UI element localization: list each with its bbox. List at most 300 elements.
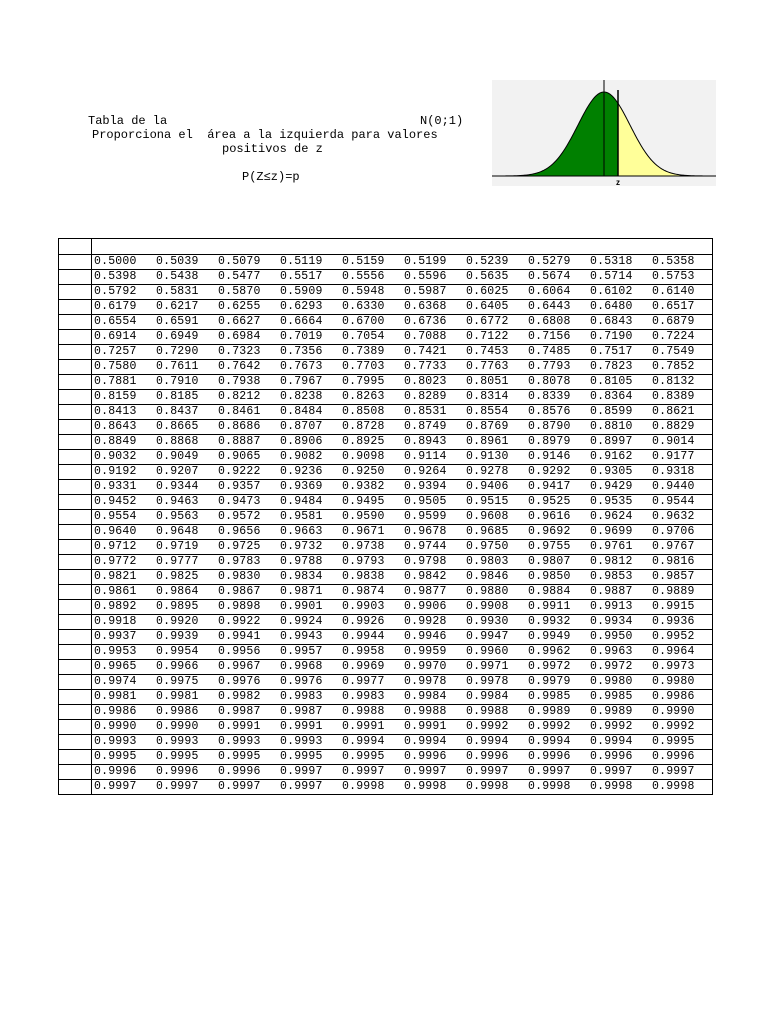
z-cell — [59, 285, 92, 300]
probability-cell: 0.8707 — [278, 420, 340, 435]
probability-cell: 0.9943 — [278, 630, 340, 645]
probability-cell: 0.9997 — [402, 765, 464, 780]
probability-cell: 0.9920 — [154, 615, 216, 630]
probability-cell: 0.7673 — [278, 360, 340, 375]
probability-cell: 0.9996 — [526, 750, 588, 765]
probability-cell: 0.6480 — [588, 300, 650, 315]
probability-cell: 0.9816 — [650, 555, 713, 570]
probability-cell: 0.5831 — [154, 285, 216, 300]
probability-cell: 0.9995 — [340, 750, 402, 765]
probability-cell: 0.9608 — [464, 510, 526, 525]
probability-cell: 0.8599 — [588, 405, 650, 420]
probability-cell: 0.8051 — [464, 375, 526, 390]
probability-cell: 0.9130 — [464, 450, 526, 465]
corner-cell — [59, 239, 92, 255]
probability-cell: 0.9991 — [278, 720, 340, 735]
probability-cell: 0.9963 — [588, 645, 650, 660]
probability-cell: 0.9950 — [588, 630, 650, 645]
probability-cell: 0.8105 — [588, 375, 650, 390]
probability-cell: 0.8925 — [340, 435, 402, 450]
probability-cell: 0.6217 — [154, 300, 216, 315]
probability-cell: 0.9692 — [526, 525, 588, 540]
probability-cell: 0.8665 — [154, 420, 216, 435]
probability-cell: 0.9958 — [340, 645, 402, 660]
probability-cell: 0.9972 — [526, 660, 588, 675]
probability-cell: 0.9744 — [402, 540, 464, 555]
probability-cell: 0.9970 — [402, 660, 464, 675]
probability-cell: 0.5870 — [216, 285, 278, 300]
probability-cell: 0.8132 — [650, 375, 713, 390]
probability-cell: 0.9495 — [340, 495, 402, 510]
probability-cell: 0.9911 — [526, 600, 588, 615]
probability-cell: 0.8554 — [464, 405, 526, 420]
probability-cell: 0.5199 — [402, 255, 464, 270]
probability-cell: 0.9761 — [588, 540, 650, 555]
table-row — [59, 315, 713, 330]
probability-cell: 0.9993 — [154, 735, 216, 750]
table-row — [59, 480, 713, 495]
probability-cell: 0.9944 — [340, 630, 402, 645]
probability-cell: 0.9065 — [216, 450, 278, 465]
z-cell — [59, 345, 92, 360]
probability-cell: 0.9793 — [340, 555, 402, 570]
probability-cell: 0.9344 — [154, 480, 216, 495]
probability-cell: 0.9979 — [526, 675, 588, 690]
probability-cell: 0.9997 — [464, 765, 526, 780]
probability-cell: 0.8364 — [588, 390, 650, 405]
probability-cell: 0.9738 — [340, 540, 402, 555]
probability-cell: 0.7122 — [464, 330, 526, 345]
probability-cell: 0.9996 — [588, 750, 650, 765]
probability-cell: 0.9867 — [216, 585, 278, 600]
probability-cell: 0.9915 — [650, 600, 713, 615]
probability-cell: 0.8868 — [154, 435, 216, 450]
probability-cell: 0.8389 — [650, 390, 713, 405]
probability-cell: 0.9616 — [526, 510, 588, 525]
probability-cell: 0.7257 — [92, 345, 155, 360]
probability-cell: 0.8185 — [154, 390, 216, 405]
probability-cell: 0.9985 — [588, 690, 650, 705]
probability-cell: 0.5517 — [278, 270, 340, 285]
table-row — [59, 720, 713, 735]
probability-cell: 0.9922 — [216, 615, 278, 630]
table-row — [59, 450, 713, 465]
probability-cell: 0.7019 — [278, 330, 340, 345]
probability-cell: 0.9995 — [278, 750, 340, 765]
probability-cell: 0.9998 — [650, 780, 713, 795]
probability-cell: 0.5948 — [340, 285, 402, 300]
probability-cell: 0.6808 — [526, 315, 588, 330]
probability-cell: 0.9192 — [92, 465, 155, 480]
probability-cell: 0.9972 — [588, 660, 650, 675]
probability-cell: 0.6255 — [216, 300, 278, 315]
table-row — [59, 435, 713, 450]
z-table — [58, 238, 713, 795]
probability-cell: 0.9947 — [464, 630, 526, 645]
probability-cell: 0.9984 — [402, 690, 464, 705]
table-row — [59, 465, 713, 480]
probability-cell: 0.9098 — [340, 450, 402, 465]
probability-cell: 0.9783 — [216, 555, 278, 570]
probability-cell: 0.6736 — [402, 315, 464, 330]
probability-cell: 0.9554 — [92, 510, 155, 525]
description-line: Proporciona el área a la izquierda para valores — [92, 128, 438, 142]
probability-cell: 0.9838 — [340, 570, 402, 585]
probability-cell: 0.9292 — [526, 465, 588, 480]
probability-cell: 0.9755 — [526, 540, 588, 555]
probability-cell: 0.9861 — [92, 585, 155, 600]
table-row — [59, 765, 713, 780]
probability-cell: 0.9798 — [402, 555, 464, 570]
probability-cell: 0.9222 — [216, 465, 278, 480]
table-row — [59, 660, 713, 675]
probability-cell: 0.9648 — [154, 525, 216, 540]
probability-cell: 0.9990 — [650, 705, 713, 720]
probability-cell: 0.9930 — [464, 615, 526, 630]
probability-cell: 0.5635 — [464, 270, 526, 285]
probability-cell: 0.9484 — [278, 495, 340, 510]
z-cell — [59, 525, 92, 540]
probability-cell: 0.5239 — [464, 255, 526, 270]
probability-cell: 0.9830 — [216, 570, 278, 585]
probability-cell: 0.8943 — [402, 435, 464, 450]
probability-cell: 0.9846 — [464, 570, 526, 585]
probability-cell: 0.5987 — [402, 285, 464, 300]
probability-cell: 0.9965 — [92, 660, 155, 675]
probability-cell: 0.9924 — [278, 615, 340, 630]
title-right: N(0;1) — [420, 114, 464, 128]
z-cell — [59, 450, 92, 465]
probability-cell: 0.9993 — [278, 735, 340, 750]
z-cell — [59, 585, 92, 600]
probability-cell: 0.9998 — [526, 780, 588, 795]
probability-cell: 0.9114 — [402, 450, 464, 465]
probability-cell: 0.9994 — [340, 735, 402, 750]
probability-cell: 0.9525 — [526, 495, 588, 510]
z-cell — [59, 480, 92, 495]
probability-cell: 0.9305 — [588, 465, 650, 480]
probability-cell: 0.9563 — [154, 510, 216, 525]
probability-cell: 0.9264 — [402, 465, 464, 480]
probability-cell: 0.9318 — [650, 465, 713, 480]
z-cell — [59, 765, 92, 780]
probability-cell: 0.8339 — [526, 390, 588, 405]
z-cell — [59, 495, 92, 510]
probability-cell: 0.9956 — [216, 645, 278, 660]
probability-cell: 0.9977 — [340, 675, 402, 690]
z-cell — [59, 435, 92, 450]
probability-cell: 0.9671 — [340, 525, 402, 540]
probability-cell: 0.9452 — [92, 495, 155, 510]
table-row — [59, 630, 713, 645]
probability-cell: 0.9941 — [216, 630, 278, 645]
probability-cell: 0.6984 — [216, 330, 278, 345]
probability-cell: 0.9957 — [278, 645, 340, 660]
probability-cell: 0.9590 — [340, 510, 402, 525]
probability-cell: 0.9996 — [154, 765, 216, 780]
probability-cell: 0.8078 — [526, 375, 588, 390]
probability-cell: 0.5398 — [92, 270, 155, 285]
probability-cell: 0.7549 — [650, 345, 713, 360]
probability-cell: 0.6772 — [464, 315, 526, 330]
probability-cell: 0.9162 — [588, 450, 650, 465]
probability-cell: 0.9906 — [402, 600, 464, 615]
probability-cell: 0.5714 — [588, 270, 650, 285]
z-cell — [59, 420, 92, 435]
probability-cell: 0.9640 — [92, 525, 155, 540]
z-cell — [59, 720, 92, 735]
probability-cell: 0.6664 — [278, 315, 340, 330]
probability-cell: 0.5674 — [526, 270, 588, 285]
probability-cell: 0.7517 — [588, 345, 650, 360]
probability-cell: 0.9394 — [402, 480, 464, 495]
probability-cell: 0.7995 — [340, 375, 402, 390]
probability-cell: 0.9998 — [340, 780, 402, 795]
probability-cell: 0.9991 — [216, 720, 278, 735]
probability-cell: 0.5079 — [216, 255, 278, 270]
table-row — [59, 420, 713, 435]
probability-cell: 0.6700 — [340, 315, 402, 330]
probability-cell: 0.7703 — [340, 360, 402, 375]
probability-cell: 0.6517 — [650, 300, 713, 315]
probability-cell: 0.9993 — [92, 735, 155, 750]
probability-cell: 0.8769 — [464, 420, 526, 435]
probability-cell: 0.9278 — [464, 465, 526, 480]
z-cell — [59, 405, 92, 420]
probability-cell: 0.7852 — [650, 360, 713, 375]
z-label: z — [616, 178, 620, 186]
probability-cell: 0.9581 — [278, 510, 340, 525]
probability-cell: 0.9207 — [154, 465, 216, 480]
probability-cell: 0.9998 — [402, 780, 464, 795]
probability-cell: 0.9960 — [464, 645, 526, 660]
probability-cell: 0.9997 — [278, 780, 340, 795]
probability-cell: 0.9992 — [588, 720, 650, 735]
probability-cell: 0.9685 — [464, 525, 526, 540]
probability-cell: 0.9874 — [340, 585, 402, 600]
probability-cell: 0.7793 — [526, 360, 588, 375]
probability-cell: 0.9406 — [464, 480, 526, 495]
table-row — [59, 555, 713, 570]
probability-cell: 0.9177 — [650, 450, 713, 465]
probability-cell: 0.9599 — [402, 510, 464, 525]
probability-cell: 0.9997 — [216, 780, 278, 795]
probability-cell: 0.9994 — [588, 735, 650, 750]
z-cell — [59, 675, 92, 690]
probability-cell: 0.5477 — [216, 270, 278, 285]
probability-cell: 0.9962 — [526, 645, 588, 660]
z-cell — [59, 645, 92, 660]
table-row — [59, 645, 713, 660]
probability-cell: 0.8979 — [526, 435, 588, 450]
probability-cell: 0.7823 — [588, 360, 650, 375]
probability-cell: 0.8728 — [340, 420, 402, 435]
probability-cell: 0.9984 — [464, 690, 526, 705]
probability-cell: 0.9996 — [402, 750, 464, 765]
probability-cell: 0.9998 — [464, 780, 526, 795]
probability-cell: 0.5909 — [278, 285, 340, 300]
probability-cell: 0.9082 — [278, 450, 340, 465]
probability-cell: 0.7611 — [154, 360, 216, 375]
probability-cell: 0.9812 — [588, 555, 650, 570]
table-row — [59, 705, 713, 720]
probability-cell: 0.9991 — [340, 720, 402, 735]
probability-cell: 0.9997 — [588, 765, 650, 780]
z-cell — [59, 465, 92, 480]
probability-cell: 0.9937 — [92, 630, 155, 645]
probability-cell: 0.5159 — [340, 255, 402, 270]
probability-cell: 0.9656 — [216, 525, 278, 540]
probability-cell: 0.7323 — [216, 345, 278, 360]
probability-cell: 0.9936 — [650, 615, 713, 630]
probability-cell: 0.9732 — [278, 540, 340, 555]
probability-cell: 0.9997 — [650, 765, 713, 780]
table-row — [59, 750, 713, 765]
table-header-row — [59, 239, 713, 255]
probability-cell: 0.9946 — [402, 630, 464, 645]
probability-cell: 0.9981 — [92, 690, 155, 705]
probability-cell: 0.9853 — [588, 570, 650, 585]
probability-cell: 0.6591 — [154, 315, 216, 330]
probability-cell: 0.8961 — [464, 435, 526, 450]
table-row — [59, 255, 713, 270]
probability-cell: 0.9994 — [402, 735, 464, 750]
z-cell — [59, 375, 92, 390]
probability-cell: 0.9842 — [402, 570, 464, 585]
probability-cell: 0.9978 — [402, 675, 464, 690]
probability-cell: 0.7733 — [402, 360, 464, 375]
probability-cell: 0.7642 — [216, 360, 278, 375]
probability-cell: 0.9987 — [216, 705, 278, 720]
probability-cell: 0.6368 — [402, 300, 464, 315]
probability-cell: 0.8531 — [402, 405, 464, 420]
probability-cell: 0.9918 — [92, 615, 155, 630]
probability-cell: 0.9772 — [92, 555, 155, 570]
probability-cell: 0.9895 — [154, 600, 216, 615]
probability-cell: 0.9992 — [650, 720, 713, 735]
probability-cell: 0.9969 — [340, 660, 402, 675]
probability-cell: 0.5358 — [650, 255, 713, 270]
probability-cell: 0.9777 — [154, 555, 216, 570]
probability-cell: 0.9663 — [278, 525, 340, 540]
probability-cell: 0.9049 — [154, 450, 216, 465]
probability-cell: 0.9898 — [216, 600, 278, 615]
z-cell — [59, 555, 92, 570]
probability-cell: 0.9986 — [650, 690, 713, 705]
probability-cell: 0.9981 — [154, 690, 216, 705]
probability-cell: 0.9988 — [464, 705, 526, 720]
probability-cell: 0.9971 — [464, 660, 526, 675]
probability-cell: 0.9382 — [340, 480, 402, 495]
probability-cell: 0.9250 — [340, 465, 402, 480]
probability-cell: 0.9767 — [650, 540, 713, 555]
probability-cell: 0.9834 — [278, 570, 340, 585]
z-cell — [59, 735, 92, 750]
probability-cell: 0.9973 — [650, 660, 713, 675]
probability-cell: 0.9966 — [154, 660, 216, 675]
probability-cell: 0.9903 — [340, 600, 402, 615]
probability-cell: 0.9429 — [588, 480, 650, 495]
probability-cell: 0.9712 — [92, 540, 155, 555]
probability-cell: 0.8437 — [154, 405, 216, 420]
probability-cell: 0.9980 — [588, 675, 650, 690]
z-cell — [59, 330, 92, 345]
probability-cell: 0.9996 — [650, 750, 713, 765]
probability-cell: 0.9986 — [154, 705, 216, 720]
probability-cell: 0.7290 — [154, 345, 216, 360]
probability-cell: 0.9719 — [154, 540, 216, 555]
probability-cell: 0.9932 — [526, 615, 588, 630]
probability-cell: 0.9996 — [216, 765, 278, 780]
z-cell — [59, 315, 92, 330]
table-row — [59, 300, 713, 315]
probability-cell: 0.9803 — [464, 555, 526, 570]
probability-cell: 0.9544 — [650, 495, 713, 510]
probability-cell: 0.5792 — [92, 285, 155, 300]
table-row — [59, 675, 713, 690]
table-row — [59, 345, 713, 360]
probability-cell: 0.7356 — [278, 345, 340, 360]
probability-cell: 0.9887 — [588, 585, 650, 600]
probability-cell: 0.6443 — [526, 300, 588, 315]
probability-cell: 0.8749 — [402, 420, 464, 435]
z-cell — [59, 615, 92, 630]
probability-cell: 0.9146 — [526, 450, 588, 465]
probability-cell: 0.9996 — [464, 750, 526, 765]
probability-cell: 0.6405 — [464, 300, 526, 315]
probability-cell: 0.9821 — [92, 570, 155, 585]
probability-cell: 0.7485 — [526, 345, 588, 360]
probability-cell: 0.8212 — [216, 390, 278, 405]
probability-cell: 0.6330 — [340, 300, 402, 315]
probability-cell: 0.9988 — [402, 705, 464, 720]
table-row — [59, 615, 713, 630]
probability-cell: 0.7054 — [340, 330, 402, 345]
probability-cell: 0.9515 — [464, 495, 526, 510]
probability-cell: 0.6843 — [588, 315, 650, 330]
probability-cell: 0.6179 — [92, 300, 155, 315]
probability-cell: 0.9975 — [154, 675, 216, 690]
probability-cell: 0.6064 — [526, 285, 588, 300]
table-row — [59, 780, 713, 795]
probability-cell: 0.5438 — [154, 270, 216, 285]
probability-cell: 0.5753 — [650, 270, 713, 285]
probability-cell: 0.6554 — [92, 315, 155, 330]
probability-cell: 0.8023 — [402, 375, 464, 390]
probability-cell: 0.6140 — [650, 285, 713, 300]
table-row — [59, 285, 713, 300]
probability-cell: 0.9417 — [526, 480, 588, 495]
probability-cell: 0.8289 — [402, 390, 464, 405]
probability-cell: 0.9980 — [650, 675, 713, 690]
probability-cell: 0.7389 — [340, 345, 402, 360]
z-cell — [59, 360, 92, 375]
probability-cell: 0.9995 — [650, 735, 713, 750]
probability-cell: 0.8686 — [216, 420, 278, 435]
description-line-2: positivos de z — [222, 142, 323, 156]
probability-cell: 0.9939 — [154, 630, 216, 645]
probability-cell: 0.9994 — [464, 735, 526, 750]
probability-cell: 0.9908 — [464, 600, 526, 615]
probability-cell: 0.9357 — [216, 480, 278, 495]
z-cell — [59, 390, 92, 405]
probability-cell: 0.9986 — [92, 705, 155, 720]
probability-cell: 0.8906 — [278, 435, 340, 450]
probability-cell: 0.9331 — [92, 480, 155, 495]
probability-cell: 0.9997 — [92, 780, 155, 795]
probability-cell: 0.8810 — [588, 420, 650, 435]
probability-cell: 0.9989 — [588, 705, 650, 720]
